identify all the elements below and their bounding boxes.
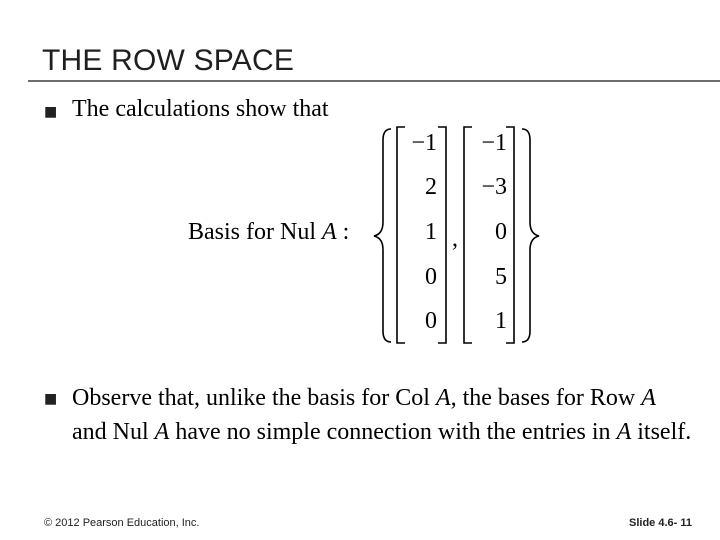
vector-2-entry: 5: [495, 264, 507, 290]
slide-title: THE ROW SPACE: [42, 44, 295, 77]
observation-variable: A: [616, 419, 632, 445]
observation-text: Observe that, unlike the basis for Col: [72, 385, 436, 411]
observation-text: and Nul: [72, 419, 155, 445]
bullet-text-observation: [72, 381, 692, 449]
vector-1-entry: −1: [411, 130, 437, 156]
bullet-square-icon: ■: [44, 391, 58, 407]
footer-copyright: © 2012 Pearson Education, Inc.: [44, 517, 200, 529]
vector-1-entry: 2: [425, 174, 437, 200]
vector-2-right-bracket: [506, 127, 514, 343]
vector-2-entry: −1: [481, 130, 507, 156]
vector-2-entry: −3: [481, 174, 507, 200]
left-set-brace: [374, 129, 391, 342]
footer-slide-number: Slide 4.6- 11: [629, 517, 692, 529]
vector-2-entry: 0: [495, 219, 507, 245]
vector-1-right-bracket: [438, 127, 446, 343]
observation-text: , the bases for Row: [450, 385, 642, 411]
bullet-square-icon: ■: [44, 104, 58, 120]
bullet-text-calculations: The calculations show that: [72, 96, 329, 122]
observation-text: itself.: [631, 419, 692, 445]
vector-1-entry: 1: [425, 219, 437, 245]
observation-variable: A: [435, 385, 451, 411]
basis-label-prefix: Basis for Nul: [188, 219, 322, 245]
observation-text: have no simple connection with the entries in: [169, 419, 617, 445]
right-set-brace: [522, 129, 539, 342]
basis-label-variable: A: [322, 219, 337, 245]
vector-1-entry: 0: [425, 264, 437, 290]
observation-variable: A: [641, 385, 656, 411]
basis-label-suffix: :: [336, 219, 350, 245]
vector-2-entry: 1: [495, 308, 507, 334]
vector-separator-comma: ,: [452, 226, 458, 252]
vector-1-entry: 0: [425, 308, 437, 334]
observation-variable: A: [154, 419, 170, 445]
